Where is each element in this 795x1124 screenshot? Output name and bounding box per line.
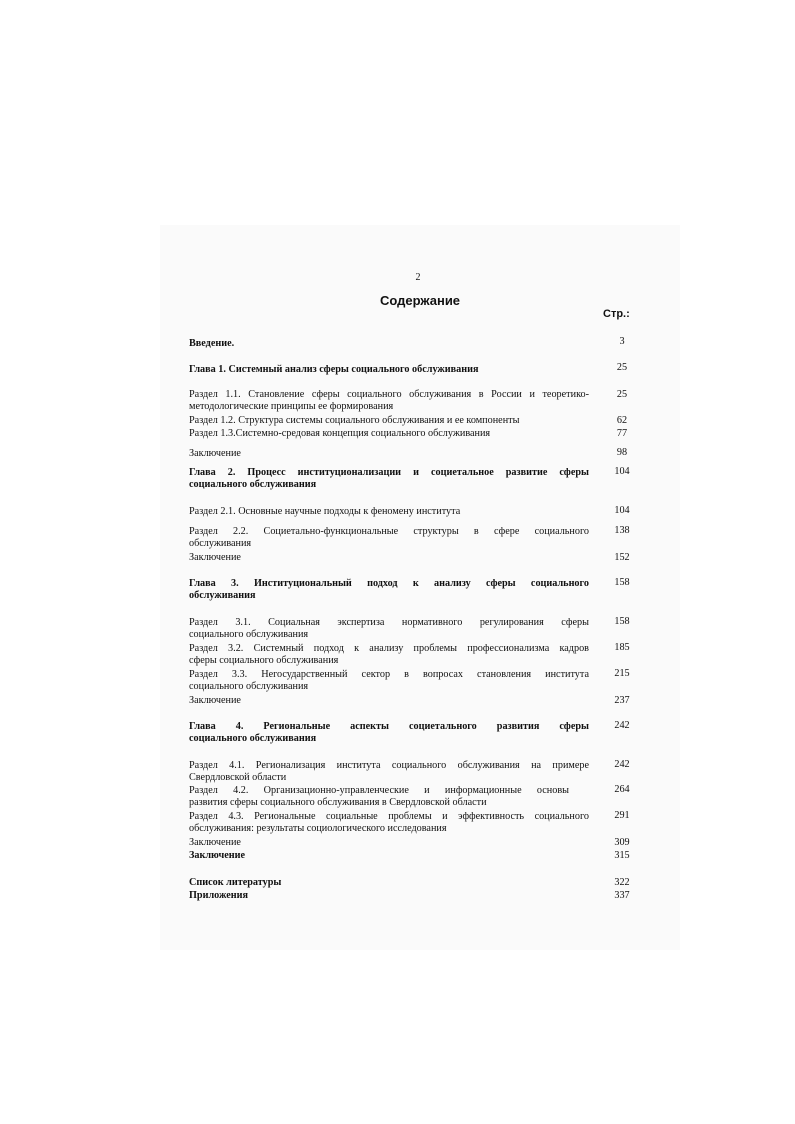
toc-entry-line: социального обслуживания <box>189 733 317 744</box>
toc-entry-references: Список литературы <box>189 877 282 888</box>
toc-page-number: 158 <box>614 616 630 627</box>
toc-page-number: 242 <box>614 759 630 770</box>
toc-entry-line: социального обслуживания <box>189 479 317 490</box>
toc-entry-line: социального обслуживания <box>189 681 309 692</box>
toc-page-number: 98 <box>616 447 628 458</box>
toc-entry-section-4-1 <box>189 760 589 784</box>
toc-entry-conclusion: Заключение <box>189 448 241 459</box>
toc-page-number: 185 <box>614 642 630 653</box>
toc-entry-line: Раздел 2.2. Социетально-функциональные структуры в сфере социального <box>189 526 589 537</box>
toc-page-number: 264 <box>614 784 630 795</box>
toc-entry-section-4-2 <box>189 785 569 809</box>
toc-entry-appendices: Приложения <box>189 890 249 901</box>
toc-page-number: 104 <box>614 505 630 516</box>
toc-entry-line: Раздел 1.1. Становление сферы социального обслуживания в России и теоретико- <box>189 389 589 400</box>
toc-entry-conclusion: Заключение <box>189 552 241 563</box>
toc-entry-section-4-3 <box>189 811 589 835</box>
toc-entry-line: Раздел 4.1. Регионализация института социального обслуживания на примере <box>189 760 589 771</box>
toc-entry-conclusion: Заключение <box>189 837 241 848</box>
toc-entry-chapter-1: Глава 1. Системный анализ сферы социального обслуживания <box>189 364 479 375</box>
toc-page-number: 25 <box>616 389 628 400</box>
toc-page-number: 242 <box>614 720 630 731</box>
toc-entry-line: обслуживания <box>189 538 252 549</box>
toc-entry-chapter-4 <box>189 721 589 745</box>
toc-page-number: 158 <box>614 577 630 588</box>
toc-page-number: 215 <box>614 668 630 679</box>
toc-entry-line: Глава 3. Институциональный подход к анализу сферы социального <box>189 578 589 589</box>
toc-entry-line: Свердловской области <box>189 772 287 783</box>
toc-entry-introduction: Введение. <box>189 338 235 349</box>
toc-entry-section-1-3: Раздел 1.3.Системно-средовая концепция социального обслуживания <box>189 428 491 439</box>
toc-page-number: 152 <box>614 552 630 563</box>
toc-entry-line: обслуживания: результаты социологического исследования <box>189 823 447 834</box>
toc-entry-conclusion: Заключение <box>189 695 241 706</box>
toc-entry-chapter-2 <box>189 467 589 491</box>
toc-page-number: 62 <box>616 415 628 426</box>
toc-entry-section-1-2: Раздел 1.2. Структура системы социального обслуживания и ее компоненты <box>189 415 520 426</box>
toc-entry-section-3-1 <box>189 617 589 641</box>
toc-entry-line: обслуживания <box>189 590 256 601</box>
toc-entry-section-1-1 <box>189 389 589 413</box>
toc-entry-line: методологические принципы ее формирования <box>189 401 394 412</box>
pages-column-label: Стр.: <box>603 308 630 320</box>
toc-page-number: 104 <box>614 466 630 477</box>
toc-entry-line: развития сферы социального обслуживания в Свердловской области <box>189 797 487 808</box>
toc-entry-line: Раздел 3.2. Системный подход к анализу проблемы профессионализма кадров <box>189 643 589 654</box>
toc-entry-line: Раздел 4.2. Организационно-управленческие и информационные основы <box>189 785 569 796</box>
toc-entry-line: Раздел 3.3. Негосударственный сектор в вопросах становления института <box>189 669 589 680</box>
toc-page-number: 138 <box>614 525 630 536</box>
toc-page-number: 309 <box>614 837 630 848</box>
toc-entry-line: Раздел 3.1. Социальная экспертиза нормативного регулирования сферы <box>189 617 589 628</box>
toc-entry-section-3-2 <box>189 643 589 667</box>
toc-page-number: 291 <box>614 810 630 821</box>
toc-page-number: 3 <box>619 336 625 347</box>
toc-entry-chapter-3 <box>189 578 589 602</box>
page-title: Содержание <box>379 293 461 308</box>
toc-entry-section-2-2 <box>189 526 589 550</box>
toc-entry-line: Глава 4. Региональные аспекты социетального развития сферы <box>189 721 589 732</box>
toc-entry-section-2-1: Раздел 2.1. Основные научные подходы к феномену института <box>189 506 461 517</box>
toc-entry-line: Раздел 4.3. Региональные социальные проблемы и эффективность социального <box>189 811 589 822</box>
toc-entry-line: Глава 2. Процесс институционализации и социетальное развитие сферы <box>189 467 589 478</box>
toc-page-number: 322 <box>614 877 630 888</box>
toc-page-number: 237 <box>614 695 630 706</box>
toc-page-number: 77 <box>616 428 628 439</box>
toc-page-number: 337 <box>614 890 630 901</box>
toc-entry-final-conclusion: Заключение <box>189 850 245 861</box>
toc-entry-section-3-3 <box>189 669 589 693</box>
toc-entry-line: сферы социального обслуживания <box>189 655 339 666</box>
toc-page-number: 315 <box>614 850 630 861</box>
toc-entry-line: социального обслуживания <box>189 629 309 640</box>
toc-page-number: 25 <box>616 362 628 373</box>
page-number: 2 <box>415 272 421 283</box>
